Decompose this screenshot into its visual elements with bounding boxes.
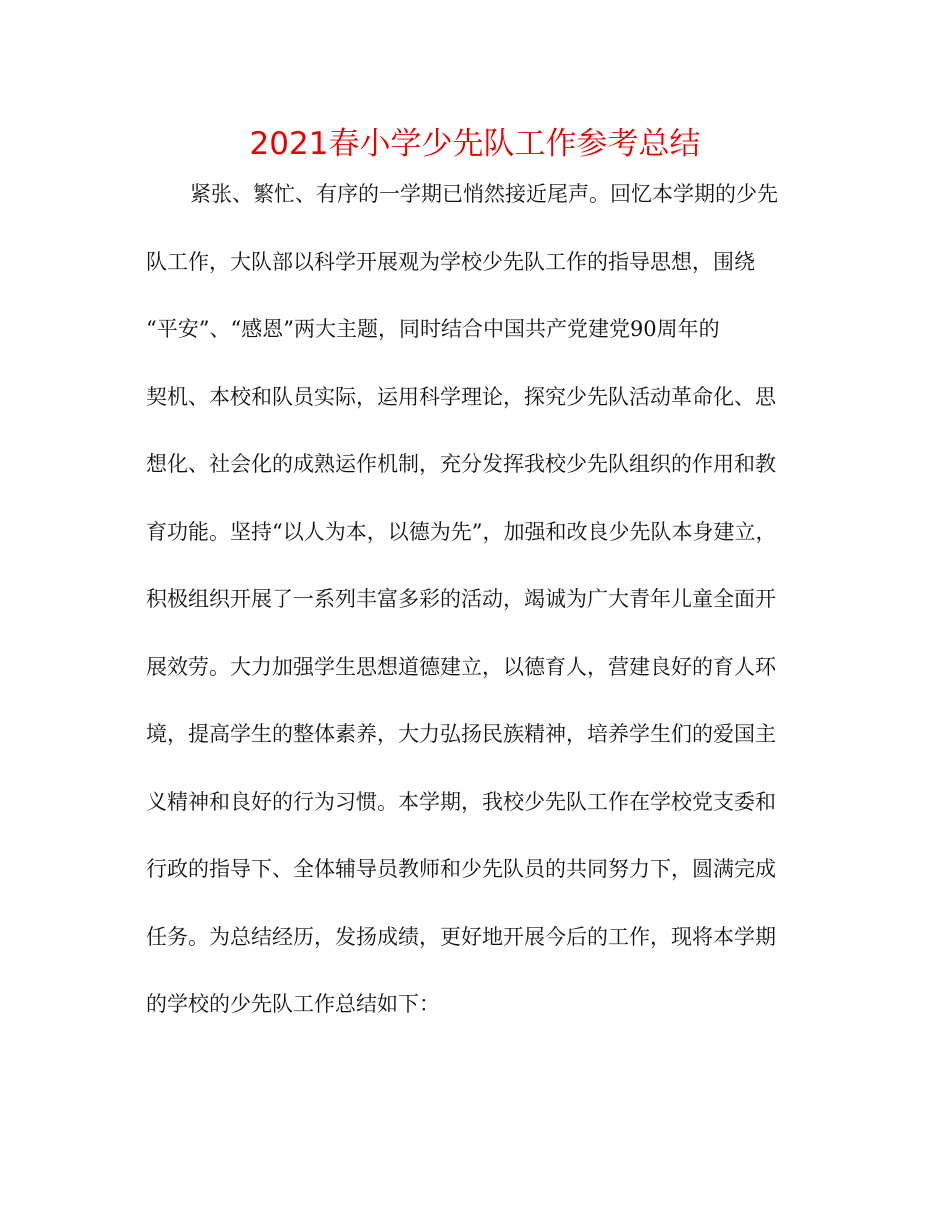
paragraph-line: “平安”、“感恩”两大主题，同时结合中国共产党建党90周年的: [146, 317, 720, 341]
paragraph-line: 的学校的少先队工作总结如下：: [146, 992, 440, 1016]
paragraph-line: 行政的指导下、全体辅导员教师和少先队员的共同努力下，圆满完成: [146, 857, 776, 881]
paragraph-line: 积极组织开展了一系列丰富多彩的活动，竭诚为广大青年儿童全面开: [146, 587, 776, 611]
paragraph-line: 任务。为总结经历，发扬成绩，更好地开展今后的工作，现将本学期: [146, 924, 776, 949]
paragraph-line: 境，提高学生的整体素养，大力弘扬民族精神，培养学生们的爱国主: [146, 722, 776, 746]
paragraph-line: 契机、本校和队员实际，运用科学理论，探究少先队活动革命化、思: [146, 384, 776, 409]
paragraph-line: 展效劳。大力加强学生思想道德建立，以德育人，营建良好的育人环: [146, 654, 776, 679]
paragraph-line: 紧张、繁忙、有序的一学期已悄然接近尾声。回忆本学期的少先: [190, 182, 778, 206]
document-title: 2021春小学少先队工作参考总结: [249, 126, 701, 162]
paragraph-line: 育功能。坚持“以人为本，以德为先”，加强和改良少先队本身建立，: [146, 519, 777, 544]
paragraph-line: 队工作，大队部以科学开展观为学校少先队工作的指导思想，围绕: [146, 249, 755, 274]
body-paragraph: [146, 172, 806, 1050]
paragraph-line: 想化、社会化的成熟运作机制，充分发挥我校少先队组织的作用和教: [146, 452, 776, 476]
paragraph-line: 义精神和良好的行为习惯。本学期，我校少先队工作在学校党支委和: [146, 789, 776, 814]
